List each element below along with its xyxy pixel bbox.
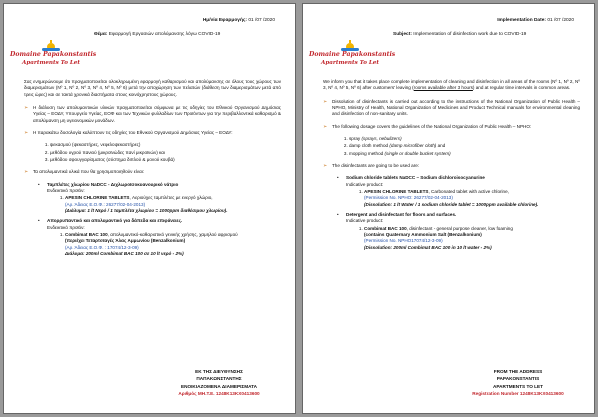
list-item: 2. damp cloth method (damp microfiber cloth) and [349,143,580,149]
bullet-dot-icon: • [38,218,40,224]
intro-paragraph: Σας ενημερώνουμε ότι πραγματοποιείται ολοκληρωμένη εφαρμογή καθαρισμού και απολύμανσης σε όλους τους χώρους των διαμερισμάτων (Νº 1, Νº 2, Νº 3, Νº 4, Νº 5, Νº 6) μετά την αποχώρηση των πελατών (διάθεση των διαμερισμάτων μετά από τρεις ώρες) και σε τακτά χρονικά διαστήματα στους κοινόχρηστους χώρους. [24,79,281,97]
signature-line-1: FROM THE ADDRESS [493,368,543,374]
arrow-bullet-icon: ➢ [24,129,29,136]
company-logo [309,40,396,67]
product-1-dilution: (Dissolution: 1 lt Water / 1 sodium chloride tablet = 1000ppm available chlorine). [364,201,539,207]
bullet-dot-icon: • [38,181,40,187]
product-1-permission: (Permission No. NPHO: 26277/02-04-2013) [364,195,453,201]
bullet-dot-icon: • [337,175,339,181]
signature-line-2: PAPAKONSTANTIS [496,376,540,382]
date-label: Ημ/νία Εφαρμογής: [202,18,247,23]
product-1-item: 1. APESIN CHLORINE TABLETS, Αεριούχες ταμπλέτες με ενεργό χλώριο, (Αρ. Άδειας Ε.Ο.Φ.: 26277/02-04-2013) (Διάλυμα: 1 lt Νερό / 1 ταμπλέτα χλωρίου = 1000ppm διαθέσιμου χλωρίου). [65,195,281,214]
product-2-name: Detergent and disinfectant for floors and surfaces. [346,211,457,217]
list-item: 1. ψεκασμού (ψεκαστήρες, νεφελοψεκαστήρες) [50,142,281,148]
registration-number: Registration Number 1248K13ΚΧ0413600 [472,391,564,397]
product-1-permission: (Αρ. Άδειας Ε.Ο.Φ.: 26277/02-04-2013) [65,201,146,207]
subject-label: Θέμα: [94,32,108,37]
product-2-sub: Ενδεικτικό προϊόν: [47,224,85,230]
product-2-dilution: Διάλυμα: 200ml Combimat BAC 100 σε 10 lt νερό - 2%) [65,250,184,256]
bullet-dilution: ➢ Η διάλυση των απολυμαντικών υλικών πραγματοποιείται σύμφωνα με τις οδηγίες του Εθνικού Οργανισμού Δημόσιας Υγείας – ΕΟΔΥ, Υπουργείο Υγείας, ΕΟΦ και των Τεχνικών φυλλαδίων των Προϊόντων για την περιβαλλοντικά καθαρισμό & απολύμανση μη υγειονομικών μονάδων. [24,104,281,123]
sun-logo-icon [42,40,60,51]
product-2-name: Απορρυπαντικό και απολυμαντικό για δάπεδα και επιφάνειες. [47,218,183,224]
subject-label: Subject: [393,32,412,37]
document-body [24,79,281,261]
product-2-item: 1. Combimat BAC 100, disinfectant - general purpose cleaner, low foaming (contains Quaternary Ammonium Salt (Benzalkonium) (Permission No. NPHO17074/12-3-09) (Dissolution: 200ml Combimat BAC 100 in 10 lt water - 2%) [364,226,580,251]
signature-line-1: ΕΚ ΤΗΣ ΔΙΕΥΘΥΝΣΗΣ [195,368,243,374]
product-1-sub: Indicative product: [346,181,384,187]
date-label: Implementation Date: [497,18,546,23]
document-page-english [302,3,595,414]
logo-line-2: Apartments To Let [22,59,80,66]
registration-number: Αριθμός ΜΗ.Τ.Ε. 1248Κ13ΚΧ0413600 [178,391,260,397]
date-value: 01 /07 /2020 [248,18,275,23]
document-page-greek [3,3,296,414]
product-1-name: Ταμπλέτες χλωρίου NaDCC - Διχλωροϊσοκυανουρικό νάτριο [47,181,179,187]
logo-line-2: Apartments To Let [321,59,379,66]
product-2-item: 1. Combimat BAC 100, απολυμαντικό-καθαριστικό γενικής χρήσης, χαμηλού αφρισμού (περιέχει Τεταρτοταγές Άλας Αμμωνίου (Benzalkonium) (Αρ. Άδειας Ε.Ο.Φ. : 17074/12-3-09) Διάλυμα: 200ml Combimat BAC 100 σε 10 lt νερό - 2%) [65,232,281,257]
subject-line [94,32,281,39]
subject-line [393,32,580,39]
intro-paragraph: We inform you that it takes place complete implementation of cleaning and disinfection in all areas of the rooms (Nº 1, Nº 2, Nº 3, Nº 4, Nº 5, Nº 6) after customers' leaving (rooms available after 3 hours) and at regular time intervals in common areas. [323,79,580,91]
arrow-bullet-icon: ➢ [323,123,328,130]
list-item: 3. μεθόδου σφουγγαρίσματος (σύστημα διπλού & μονού κουβά) [50,157,281,163]
company-logo [10,40,97,67]
list-item: 2. μεθόδου υγρού πανιού (μικροϊνώδες πανί μικροϊνών) και [50,150,281,156]
bullet-dilution: ➢ Dissolution of disinfectants is carried out according to the instructions of the National Organization of Public Health – NPHO, Ministry of Health, National Organization of Medicines and Product Technical manuals for environmental cleaning and disinfection of non-sanitary units. [323,98,580,117]
signature-block [453,368,583,398]
methods-list [349,136,580,157]
list-item: 3. mopping method (single or double bucket system) [349,151,580,157]
date-value: 01 /07 /2020 [547,18,574,23]
product-2-dilution: (Dissolution: 200ml Combimat BAC 100 in 10 lt water - 2%) [364,244,492,250]
product-1-dilution: (Διάλυμα: 1 lt Νερό / 1 ταμπλέτα χλωρίου = 1000ppm διαθέσιμου χλωρίου). [65,207,228,213]
arrow-bullet-icon: ➢ [323,162,328,169]
signature-line-2: ΠΑΠΑΚΩΝΣΤΑΝΤΗΣ [196,376,242,382]
arrow-bullet-icon: ➢ [24,169,29,176]
product-2-contains: (περιέχει Τεταρτοταγές Άλας Αμμωνίου (Benzalkonium) [65,238,186,244]
arrow-bullet-icon: ➢ [323,98,328,105]
product-1 [38,182,281,215]
signature-line-3: ΕΝΟΙΚΙΑΖΟΜΕΝΑ ΔΙΑΜΕΡΙΣΜΑΤΑ [180,383,258,389]
bullet-disinfectants: ➢ Τα απολυμαντικά υλικά που θα χρησιμοποιηθούν είναι: [24,169,145,176]
bullet-dosage: ➢ Η παρακάτω δοσολογία καλύπτουν τις οδηγίες του Εθνικού Οργανισμού Δημόσιας Υγείας – ΕΟΔΥ: [24,129,233,136]
implementation-date [497,18,574,25]
logo-line-1: Domaine Papakonstantis [309,51,396,58]
bullet-dosage: ➢ The following dosage covers the guidelines of the National Organization of Public Health – NPHO: [323,123,532,130]
bullet-disinfectants: ➢ The disinfectants are going to be used are: [323,162,420,169]
product-1-sub: Ενδεικτικό προϊόν: [47,187,85,193]
product-1-name: Sodium chloride tablets NaDCC – Sodium dichloroisocyanurine [346,175,485,181]
arrow-bullet-icon: ➢ [24,104,29,111]
document-body [323,79,580,255]
bullet-dot-icon: • [337,211,339,217]
product-2 [337,212,580,251]
product-2-permission: (Αρ. Άδειας Ε.Ο.Φ. : 17074/12-3-09) [65,244,139,250]
list-item: 1. spray (sprays, nebulizers) [349,136,580,142]
signature-line-3: APARTMENTS TO LET [492,383,544,389]
product-1-item: 1. APESIN CHLORINE TABLETS, Carbonated tablet with active chlorine, (Permission No. NPHO: 26277/02-04-2013) (Dissolution: 1 lt Water / 1 sodium chloride tablet = 1000ppm available chlorine). [364,189,580,208]
subject-text: Implementation of disinfection work due to COVID-19 [413,32,527,37]
product-2-permission: (Permission No. NPHO17074/12-3-09) [364,238,443,244]
subject-text: Εφαρμογή Εργασιών απολύμανσης λόγω COVID-19 [108,32,221,37]
implementation-date [203,18,275,25]
logo-line-1: Domaine Papakonstantis [10,51,97,58]
product-2-contains: (contains Quaternary Ammonium Salt (Benzalkonium) [364,231,482,237]
sun-logo-icon [341,40,359,51]
signature-block [154,368,284,398]
methods-list [50,142,281,163]
product-2 [38,218,281,257]
product-1 [337,175,580,208]
product-2-sub: Indicative product: [346,218,384,224]
